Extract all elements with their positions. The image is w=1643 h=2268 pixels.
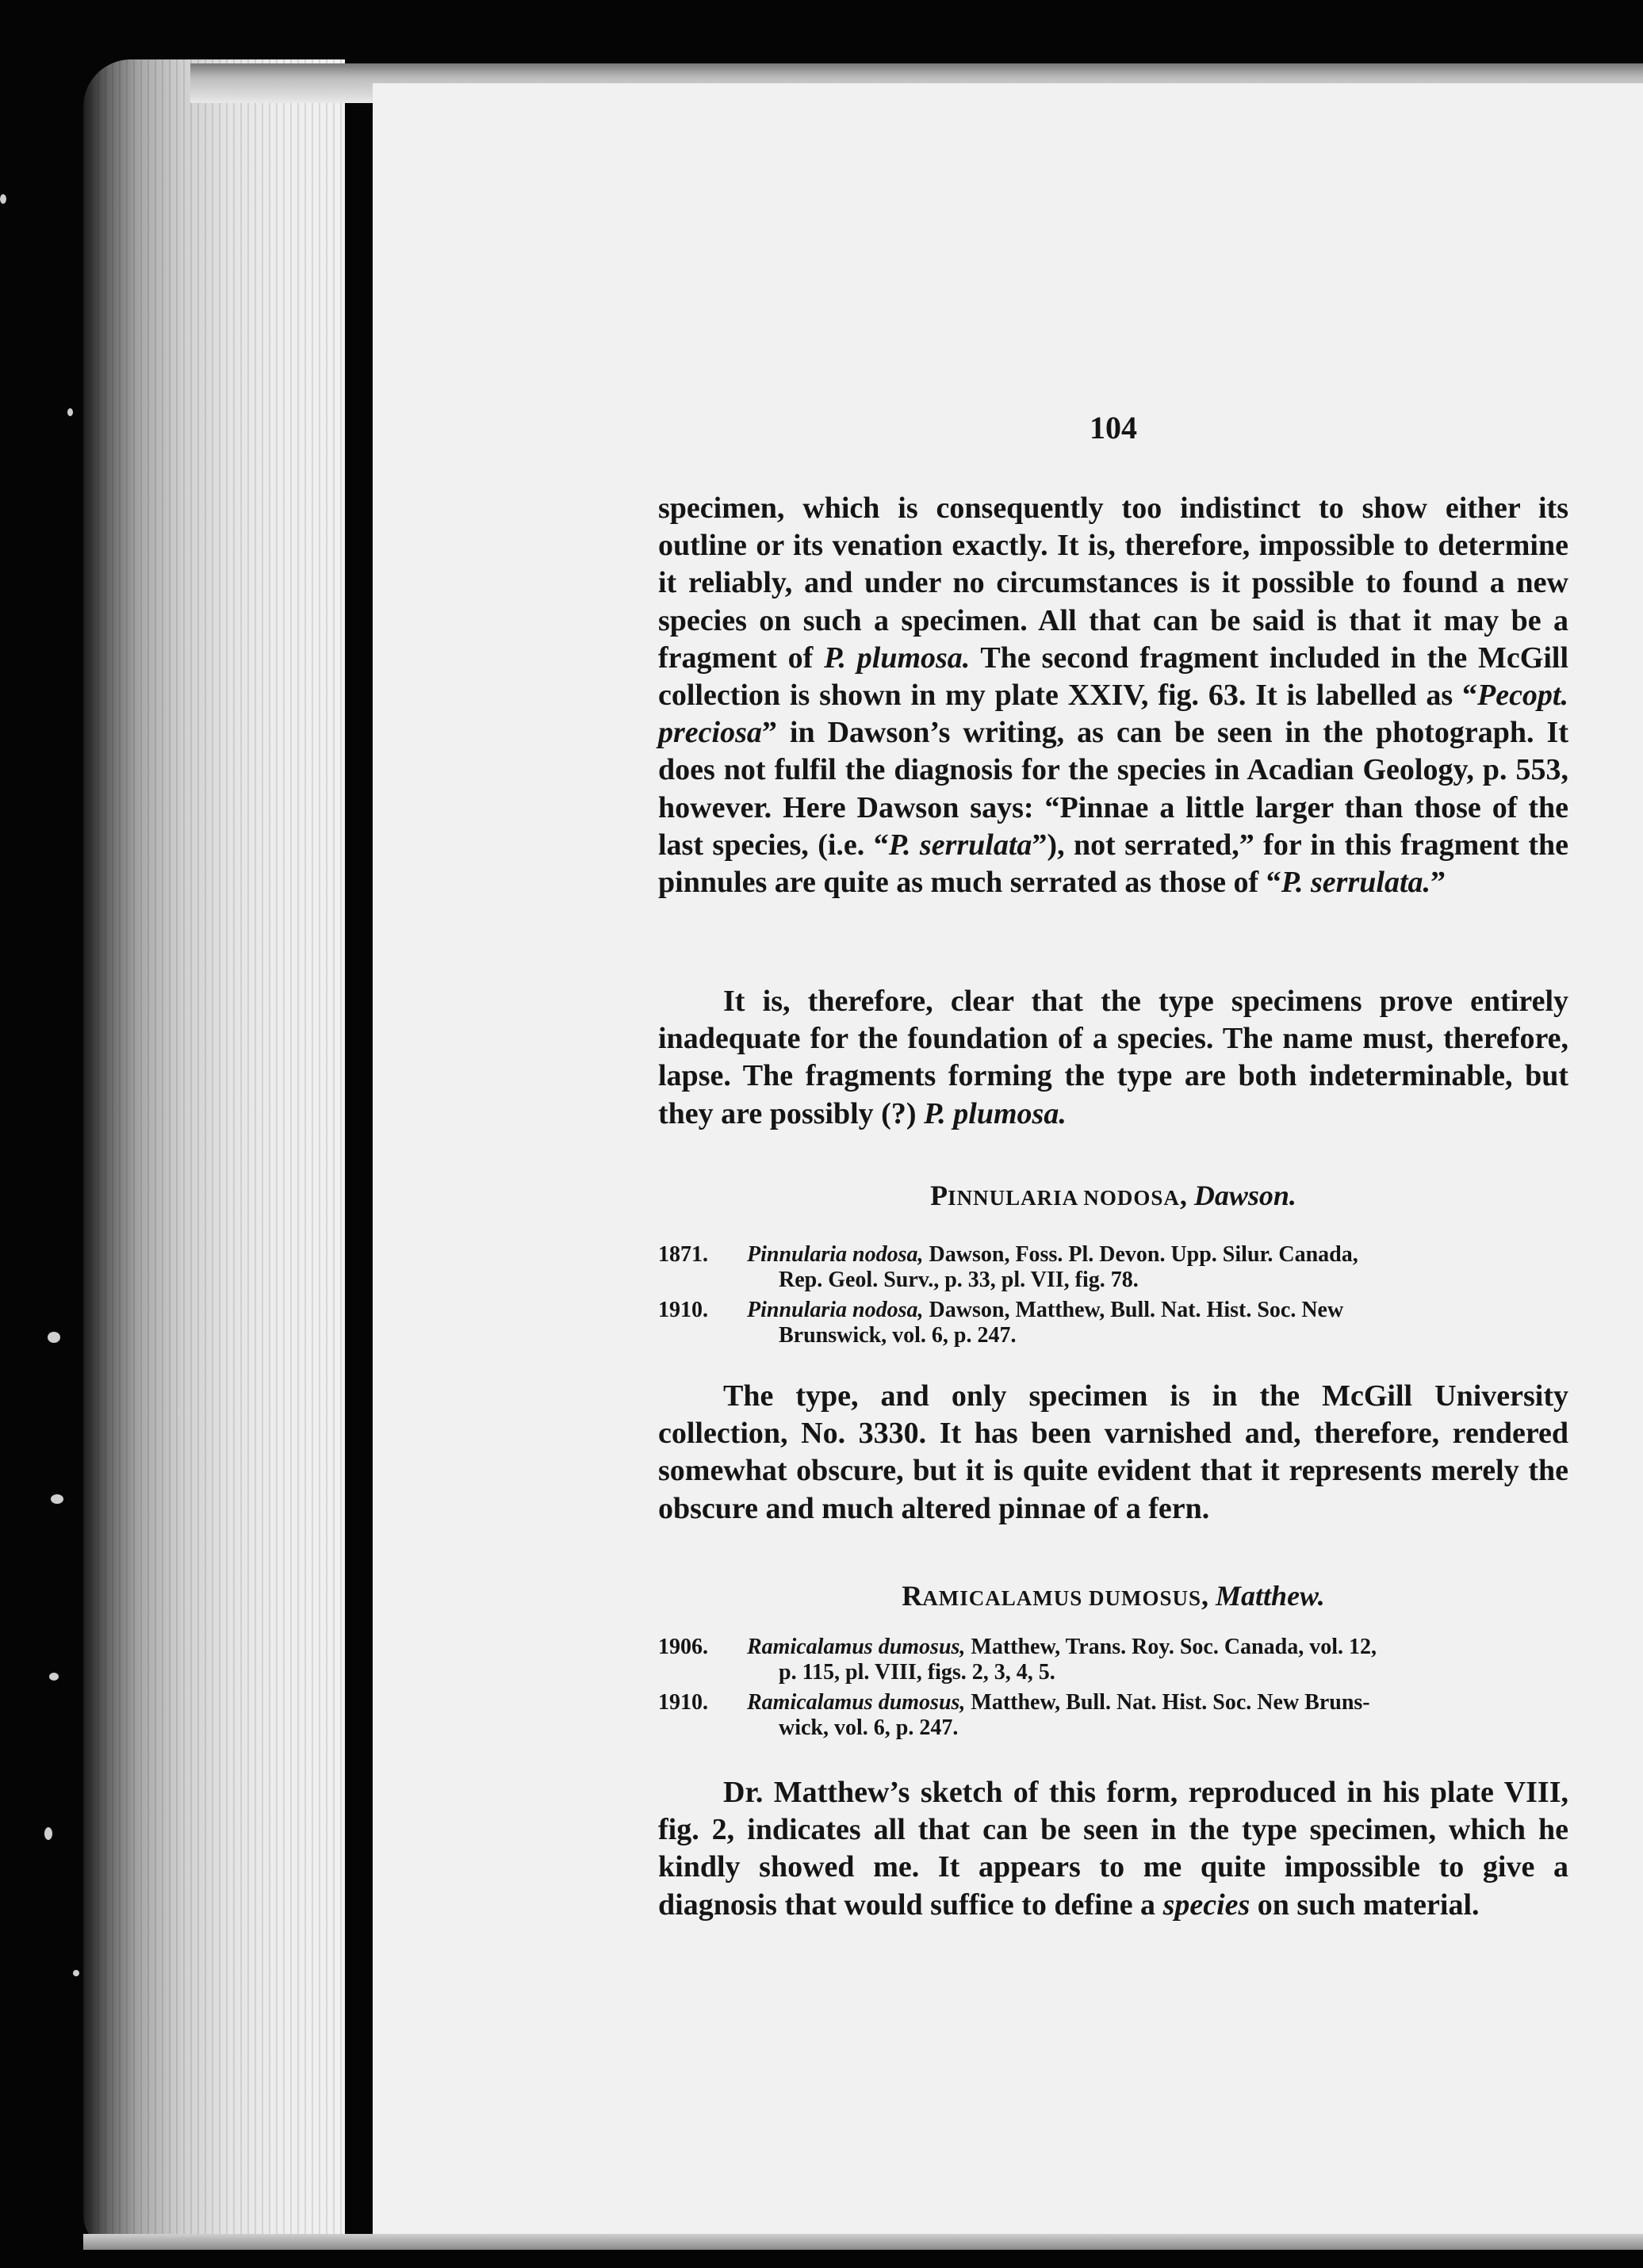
page-edge-stripes — [83, 59, 345, 2247]
reference-citation — [747, 1690, 1568, 1741]
italic-taxon: Pecopt. preciosa — [658, 679, 1568, 750]
reference-line: Dawson, Matthew, Bull. Nat. Hist. Soc. New — [923, 1298, 1344, 1322]
scan-speck — [0, 194, 6, 204]
book-page-edges — [83, 59, 345, 2247]
text-run: ”), not serrated,” for in this fragment the pinnules are quite as much serrated as those of “ — [658, 828, 1568, 900]
scan-speck — [67, 408, 73, 416]
text-run: The second fragment included in the McGill collection is shown in my plate XXIV, fig. 63. It is labelled as “ — [658, 641, 1568, 713]
reference-line: p. 115, pl. VIII, figs. 2, 3, 4, 5. — [779, 1660, 1055, 1685]
paragraph-conclusion — [658, 983, 1568, 1133]
scan-speck — [49, 1673, 59, 1681]
text-run: specimen, which is consequently too indistinct to show either its outline or its venation exactly. It is, therefore, impossible to determine it reliably, and under no circumstances is it possible to found a new species on such a specimen. All that can be said is that it may be a fragment of — [658, 491, 1568, 675]
heading-smallcaps: AMICALAMUS DUMOSUS — [922, 1586, 1202, 1610]
reference-item — [658, 1690, 1568, 1741]
scan-speck — [51, 1494, 63, 1504]
scan-speck — [48, 1332, 60, 1343]
reference-year: 1910. — [658, 1298, 708, 1322]
text-run: on such material. — [1250, 1887, 1480, 1922]
scan-speck — [44, 1827, 52, 1840]
scan-margin — [0, 0, 87, 2268]
reference-citation — [747, 1242, 1568, 1293]
reference-taxon: Pinnularia nodosa, — [747, 1242, 924, 1267]
italic-word: species — [1162, 1887, 1250, 1922]
reference-citation — [747, 1635, 1568, 1685]
reference-line: wick, vol. 6, p. 247. — [779, 1715, 959, 1740]
reference-item — [658, 1242, 1568, 1293]
reference-citation — [747, 1298, 1568, 1348]
heading-capital: P — [930, 1180, 948, 1211]
reference-line: Matthew, Bull. Nat. Hist. Soc. New Bruns- — [965, 1690, 1370, 1715]
references-pinnularia — [658, 1242, 1568, 1353]
section-heading-pinnularia: PINNULARIA NODOSA, Dawson. — [930, 1180, 1296, 1211]
heading-capital: R — [902, 1580, 923, 1612]
reference-taxon: Ramicalamus dumosus, — [747, 1635, 966, 1659]
reference-item — [658, 1635, 1568, 1685]
reference-taxon: Pinnularia nodosa, — [747, 1298, 924, 1322]
text-run: ” in Dawson’s writing, as can be seen in the photograph. It does not fulfil the diagnosis for the species in Acadian Geology, p. 553, however. Here Dawson says: “Pinnae a little larger than those of the last species, (i.e. “ — [658, 716, 1568, 862]
page-number: 104 — [1090, 410, 1137, 446]
reference-line: Matthew, Trans. Roy. Soc. Canada, vol. 12, — [965, 1635, 1377, 1659]
reference-taxon: Ramicalamus dumosus, — [747, 1690, 966, 1715]
book-bottom-edge — [83, 2234, 1643, 2250]
reference-line: Rep. Geol. Surv., p. 33, pl. VII, fig. 78. — [779, 1268, 1139, 1292]
heading-author: Matthew. — [1216, 1580, 1325, 1612]
paragraph-ramicalamus — [658, 1774, 1568, 1924]
reference-year: 1871. — [658, 1242, 708, 1267]
reference-line: Brunswick, vol. 6, p. 247. — [779, 1323, 1017, 1348]
text-run: Dr. Matthew’s sketch of this form, reproduced in his plate VIII, fig. 2, indicates all that can be seen in the type specimen, which he kindly showed me. It appears to me quite impossible to give a diagnosis that would suffice to define a — [658, 1776, 1568, 1922]
reference-year: 1910. — [658, 1690, 708, 1715]
heading-author: Dawson. — [1193, 1180, 1296, 1211]
reference-item — [658, 1298, 1568, 1348]
italic-taxon: P. serrulata — [888, 828, 1032, 862]
scan-speck — [73, 1970, 79, 1976]
italic-taxon: P. serrulata. — [1281, 866, 1430, 900]
paragraph-continued — [658, 490, 1568, 901]
reference-year: 1906. — [658, 1635, 708, 1659]
references-ramicalamus — [658, 1635, 1568, 1746]
reference-line: Dawson, Foss. Pl. Devon. Upp. Silur. Canada, — [923, 1242, 1358, 1267]
text-run: ” — [1430, 866, 1446, 900]
text-run: It is, therefore, clear that the type specimens prove entirely inadequate for the foundation of a species. The name must, therefore, lapse. The fragments forming the type are both indeterminable, but they are possibly (?) — [658, 985, 1568, 1130]
italic-taxon: P. plumosa. — [824, 641, 971, 675]
paragraph-pinnularia: The type, and only specimen is in the McGill University collection, No. 3330. It has been varnished and, therefore, rendered somewhat obscure, but it is quite evident that it represents merely the obscure and much altered pinnae of a fern. — [658, 1379, 1568, 1525]
heading-smallcaps: INNULARIA NODOSA — [948, 1186, 1180, 1210]
section-heading-ramicalamus: RAMICALAMUS DUMOSUS, Matthew. — [902, 1580, 1325, 1612]
italic-taxon: P. plumosa. — [923, 1096, 1067, 1130]
